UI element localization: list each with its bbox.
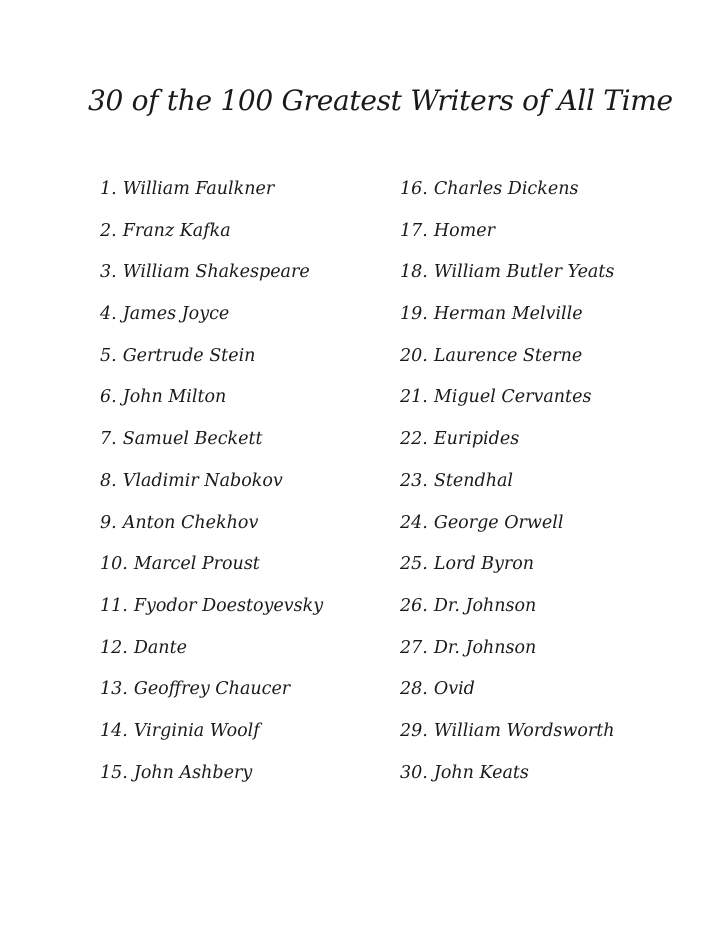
list-item-number: 20. xyxy=(400,345,428,366)
list-item xyxy=(400,300,615,342)
writer-name: Dante xyxy=(133,637,187,658)
list-item xyxy=(400,634,615,676)
list-item xyxy=(400,217,615,259)
writers-list-left xyxy=(100,175,323,800)
list-item xyxy=(100,258,323,300)
list-item-number: 19. xyxy=(400,304,428,325)
writer-name: Dr. Johnson xyxy=(433,595,537,616)
writer-name: John Ashbery xyxy=(133,762,253,783)
list-item xyxy=(400,467,615,509)
list-item xyxy=(400,383,615,425)
writer-name: Laurence Sterne xyxy=(433,345,583,366)
list-item xyxy=(400,592,615,634)
list-item-number: 17. xyxy=(400,220,428,241)
list-item xyxy=(100,509,323,551)
list-item-number: 21. xyxy=(400,387,428,408)
writer-name: Charles Dickens xyxy=(433,179,579,199)
list-item-number: 1. xyxy=(100,179,117,199)
writer-name: James Joyce xyxy=(122,304,230,325)
writer-name: Dr. Johnson xyxy=(433,637,537,658)
list-item-number: 22. xyxy=(400,429,428,450)
writer-name: Lord Byron xyxy=(433,554,535,575)
list-item xyxy=(100,759,323,801)
list-item-number: 10. xyxy=(100,554,128,575)
list-item-number: 25. xyxy=(400,554,428,575)
list-item xyxy=(400,425,615,467)
writer-name: Fyodor Doestoyevsky xyxy=(133,595,324,616)
writer-name: John Keats xyxy=(433,762,529,783)
list-item-number: 29. xyxy=(400,720,428,741)
writer-name: William Butler Yeats xyxy=(433,262,615,283)
list-item-number: 11. xyxy=(100,595,128,616)
list-item-number: 5. xyxy=(100,345,117,366)
writer-name: Virginia Woolf xyxy=(133,720,260,741)
list-item xyxy=(100,383,323,425)
writer-name: Vladimir Nabokov xyxy=(122,470,283,491)
writer-name: George Orwell xyxy=(433,512,564,533)
writer-name: Miguel Cervantes xyxy=(433,387,592,408)
writer-name: Euripides xyxy=(433,429,520,450)
list-item xyxy=(400,175,615,217)
writer-name: Ovid xyxy=(433,679,475,700)
list-item-number: 9. xyxy=(100,512,117,533)
list-item xyxy=(100,675,323,717)
list-item xyxy=(100,467,323,509)
list-item-number: 16. xyxy=(400,179,428,199)
list-item-number: 6. xyxy=(100,387,117,408)
writer-name: William Faulkner xyxy=(122,179,275,199)
page-title: 30 of the 100 Greatest Writers of All Time xyxy=(88,84,673,117)
writer-name: Franz Kafka xyxy=(122,220,231,241)
writer-name: Stendhal xyxy=(433,470,513,491)
list-item-number: 4. xyxy=(100,304,117,325)
list-item-number: 8. xyxy=(100,470,117,491)
list-item xyxy=(100,175,323,217)
list-item-number: 12. xyxy=(100,637,128,658)
writer-name: Geoffrey Chaucer xyxy=(133,679,291,700)
list-item xyxy=(400,717,615,759)
list-item xyxy=(100,342,323,384)
writer-name: Gertrude Stein xyxy=(122,345,256,366)
list-item-number: 18. xyxy=(400,262,428,283)
list-item-number: 15. xyxy=(100,762,128,783)
list-item-number: 27. xyxy=(400,637,428,658)
writer-name: William Shakespeare xyxy=(122,262,310,283)
list-item-number: 13. xyxy=(100,679,128,700)
list-item-number: 24. xyxy=(400,512,428,533)
list-item xyxy=(400,759,615,801)
writers-list-right xyxy=(400,175,615,800)
writer-name: Marcel Proust xyxy=(133,554,260,575)
list-item xyxy=(400,258,615,300)
list-item xyxy=(100,217,323,259)
list-item-number: 26. xyxy=(400,595,428,616)
list-item-number: 14. xyxy=(100,720,128,741)
list-item-number: 2. xyxy=(100,220,117,241)
list-item-number: 28. xyxy=(400,679,428,700)
list-item xyxy=(400,675,615,717)
list-item xyxy=(100,717,323,759)
list-item-number: 23. xyxy=(400,470,428,491)
writer-name: Anton Chekhov xyxy=(122,512,259,533)
writer-name: William Wordsworth xyxy=(433,720,615,741)
list-item-number: 30. xyxy=(400,762,428,783)
list-item xyxy=(100,592,323,634)
writer-name: John Milton xyxy=(122,387,227,408)
list-item xyxy=(100,425,323,467)
list-item xyxy=(100,300,323,342)
writer-name: Herman Melville xyxy=(433,304,583,325)
writer-name: Samuel Beckett xyxy=(122,429,263,450)
list-item xyxy=(400,509,615,551)
list-item xyxy=(100,634,323,676)
list-item xyxy=(100,550,323,592)
writer-name: Homer xyxy=(433,220,495,241)
list-item xyxy=(400,342,615,384)
list-item xyxy=(400,550,615,592)
list-item-number: 7. xyxy=(100,429,117,450)
list-item-number: 3. xyxy=(100,262,117,283)
